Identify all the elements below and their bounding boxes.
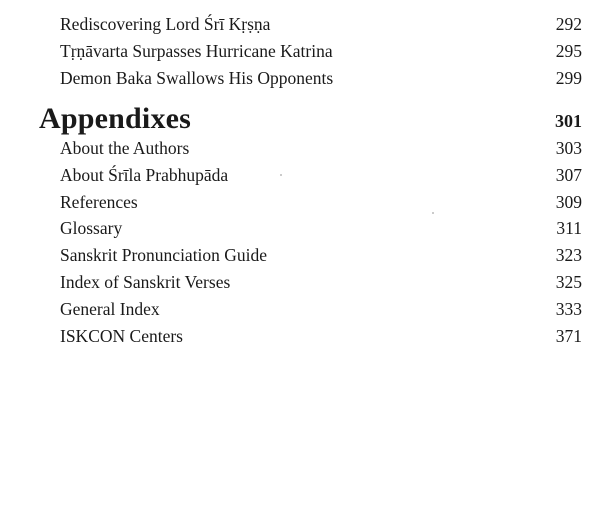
toc-entry-title: Demon Baka Swallows His Opponents [60, 68, 334, 88]
toc-entry-page: 299 [555, 68, 582, 88]
toc-entry-page: 309 [555, 192, 582, 212]
toc-entry [60, 12, 582, 36]
section-heading-title: Appendixes [39, 102, 192, 135]
toc-entry [60, 66, 582, 90]
toc-entry [60, 243, 582, 267]
toc-entry-page: 292 [555, 14, 582, 34]
scan-speck [432, 212, 434, 214]
toc-entry [60, 136, 582, 160]
toc-entry-title: General Index [60, 299, 160, 319]
toc-entry-page: 303 [555, 138, 582, 158]
toc-entry-title: Index of Sanskrit Verses [60, 272, 231, 292]
toc-entry [60, 39, 582, 63]
toc-entry-title: Sanskrit Pronunciation Guide [60, 245, 268, 265]
toc-entry-page: 325 [555, 272, 582, 292]
toc-entry-title: About the Authors [60, 138, 190, 158]
scan-speck [280, 174, 282, 176]
toc-entry-title: Rediscovering Lord Śrī Kṛṣṇa [60, 14, 271, 34]
toc-entry-page: 311 [556, 218, 582, 238]
toc-entry [60, 324, 582, 348]
toc-entry-title: Glossary [60, 218, 123, 238]
toc-entry [60, 297, 582, 321]
toc-entry [60, 190, 582, 214]
toc-entry-title: ISKCON Centers [60, 326, 183, 346]
toc-entry-title: References [60, 192, 138, 212]
toc-entry-page: 371 [555, 326, 582, 346]
toc-entry-page: 295 [555, 41, 582, 61]
toc-entry-page: 333 [555, 299, 582, 319]
section-heading-appendixes [39, 101, 582, 137]
toc-entry-title: About Śrīla Prabhupāda [60, 165, 229, 185]
toc-entry [60, 216, 582, 240]
toc-entry [60, 270, 582, 294]
toc-entry-page: 323 [555, 245, 582, 265]
toc-entry-page: 307 [555, 165, 582, 185]
toc-entry [60, 163, 582, 187]
section-heading-page: 301 [555, 111, 582, 131]
toc-entry-title: Tṛṇāvarta Surpasses Hurricane Katrina [60, 41, 333, 61]
